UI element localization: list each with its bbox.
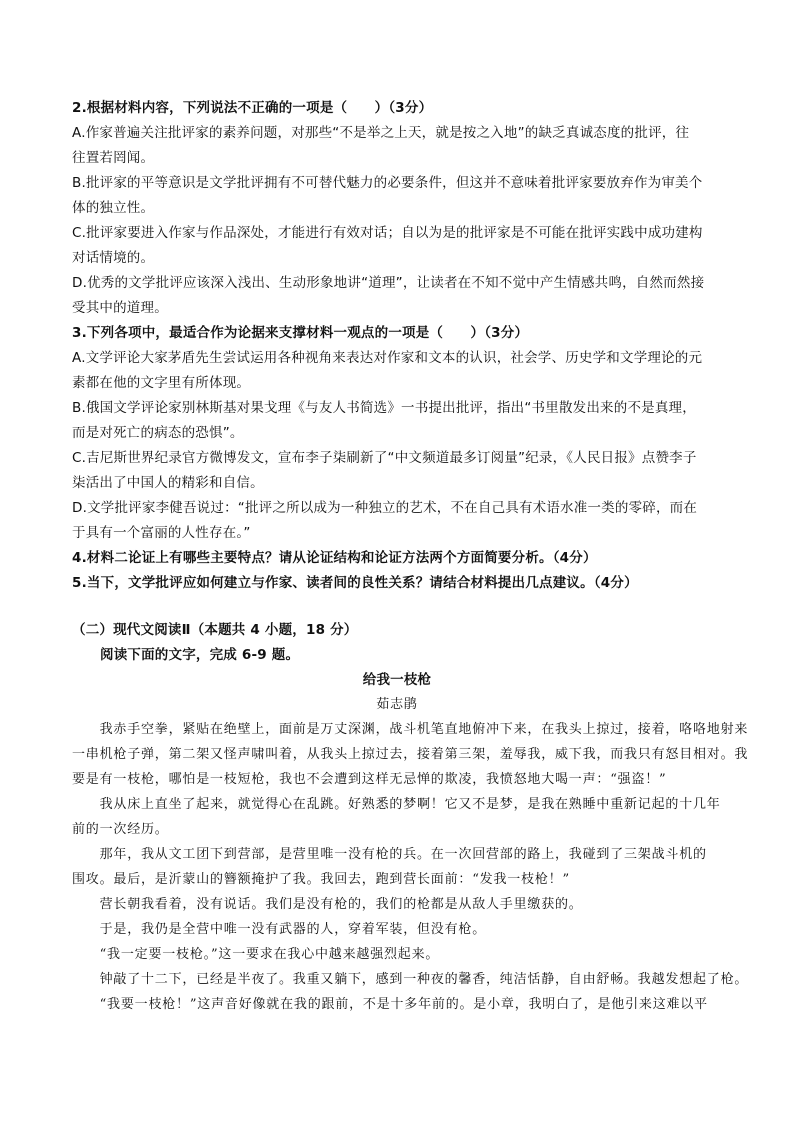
- story-line: 那年，我从文工团下到营部，是营里唯一没有枪的兵。在一次回营部的路上，我碰到了三架战斗机的: [72, 847, 707, 862]
- question-3-option-b: B.俄国文学评论家别林斯基对果戈理《与友人书简选》一书提出批评，指出“书里散发出来的不是真理，: [72, 400, 696, 416]
- story-author: 茹志鹃: [376, 697, 418, 712]
- question-2-option-c-cont: 对话情境的。: [72, 250, 155, 266]
- story-line: 围攻。最后，是沂蒙山的簪额掩护了我。我回去，跑到营长面前：“发我一枝枪！”: [72, 872, 570, 887]
- question-3-stem: 3.下列各项中，最适合作为论据来支撑材料一观点的一项是（ ）（3分）: [72, 325, 529, 341]
- question-5: 5.当下，文学批评应如何建立与作家、读者间的良性关系？请结合材料提出几点建议。（4分）: [72, 575, 638, 591]
- question-2-option-b-cont: 体的独立性。: [72, 200, 155, 216]
- question-3-option-c-cont: 柒活出了中国人的精彩和自信。: [72, 475, 264, 491]
- story-line: 我从床上直坐了起来，就觉得心在乱跳。好熟悉的梦啊！它又不是梦，是我在熟睡中重新记起的十几年: [72, 797, 721, 812]
- question-3-option-a: A.文学评论大家茅盾先生尝试运用各种视角来表达对作家和文本的认识，社会学、历史学和文学理论的元: [72, 350, 703, 366]
- question-3-option-a-cont: 素都在他的文字里有所体现。: [72, 375, 251, 391]
- question-3-option-d-cont: 于具有一个富丽的人性存在。”: [72, 525, 251, 541]
- question-2-stem: 2.根据材料内容，下列说法不正确的一项是（ ）（3分）: [72, 100, 433, 116]
- question-2-option-c: C.批评家要进入作家与作品深处，才能进行有效对话；自以为是的批评家是不可能在批评实践中成功建构: [72, 225, 703, 241]
- question-2-option-b: B.批评家的平等意识是文学批评拥有不可替代魅力的必要条件，但这并不意味着批评家要放弃作为审美个: [72, 175, 703, 191]
- story-line: 前的一次经历。: [72, 822, 169, 837]
- question-4: 4.材料二论证上有哪些主要特点？请从论证结构和论证方法两个方面简要分析。（4分）: [72, 550, 597, 566]
- section-heading: （二）现代文阅读Ⅱ（本题共 4 小题，18 分）: [72, 622, 358, 638]
- story-line: “我要一枝枪！”这声音好像就在我的跟前，不是十多年前的。是小章，我明白了，是他引来这难以平: [72, 997, 708, 1012]
- question-2-option-a-cont: 往置若罔闻。: [72, 150, 155, 166]
- story-line: 要是有一枝枪，哪怕是一枝短枪，我也不会遭到这样无忌惮的欺凌，我愤怒地大喝一声：“强盗！”: [72, 772, 667, 787]
- section-instruction: 阅读下面的文字，完成 6-9 题。: [100, 647, 300, 663]
- story-line: 我赤手空拳，紧贴在绝壁上，面前是万丈深渊，战斗机笔直地俯冲下来，在我头上掠过，接着，咯咯地射来: [72, 722, 749, 737]
- question-3-option-d: D.文学批评家李健吾说过：“批评之所以成为一种独立的艺术，不在自己具有术语水准一类的零碎，而在: [72, 500, 698, 516]
- story-title: 给我一枝枪: [362, 672, 432, 688]
- story-line: “我一定要一枝枪。”这一要求在我心中越来越强烈起来。: [72, 947, 440, 962]
- question-3-option-c: C.吉尼斯世界纪录官方微博发文，宣布李子柒刷新了“中文频道最多订阅量”纪录，《人民日报》点赞李子: [72, 450, 697, 466]
- story-line: 一串机枪子弹，第二架又怪声啸叫着，从我头上掠过去，接着第三架，羞辱我，威下我，而我只有怒目相对。我: [72, 747, 749, 762]
- question-2-option-d-cont: 受其中的道理。: [72, 300, 168, 316]
- question-3-option-b-cont: 而是对死亡的病态的恐惧”。: [72, 425, 244, 441]
- question-2-option-d: D.优秀的文学批评应该深入浅出、生动形象地讲“道理”，让读者在不知不觉中产生情感共鸣，自然而然接: [72, 275, 705, 291]
- story-line: 钟敲了十二下，已经是半夜了。我重又躺下，感到一种夜的馨香，纯洁恬静，自由舒畅。我越发想起了枪。: [72, 972, 749, 987]
- question-2-option-a: A.作家普遍关注批评家的素养问题，对那些“不是举之上天，就是按之入地”的缺乏真诚态度的批评，往: [72, 125, 690, 141]
- story-line: 于是，我仍是全营中唯一没有武器的人，穿着军装，但没有枪。: [72, 922, 487, 937]
- story-line: 营长朝我看着，没有说话。我们是没有枪的，我们的枪都是从敌人手里缴获的。: [72, 897, 583, 912]
